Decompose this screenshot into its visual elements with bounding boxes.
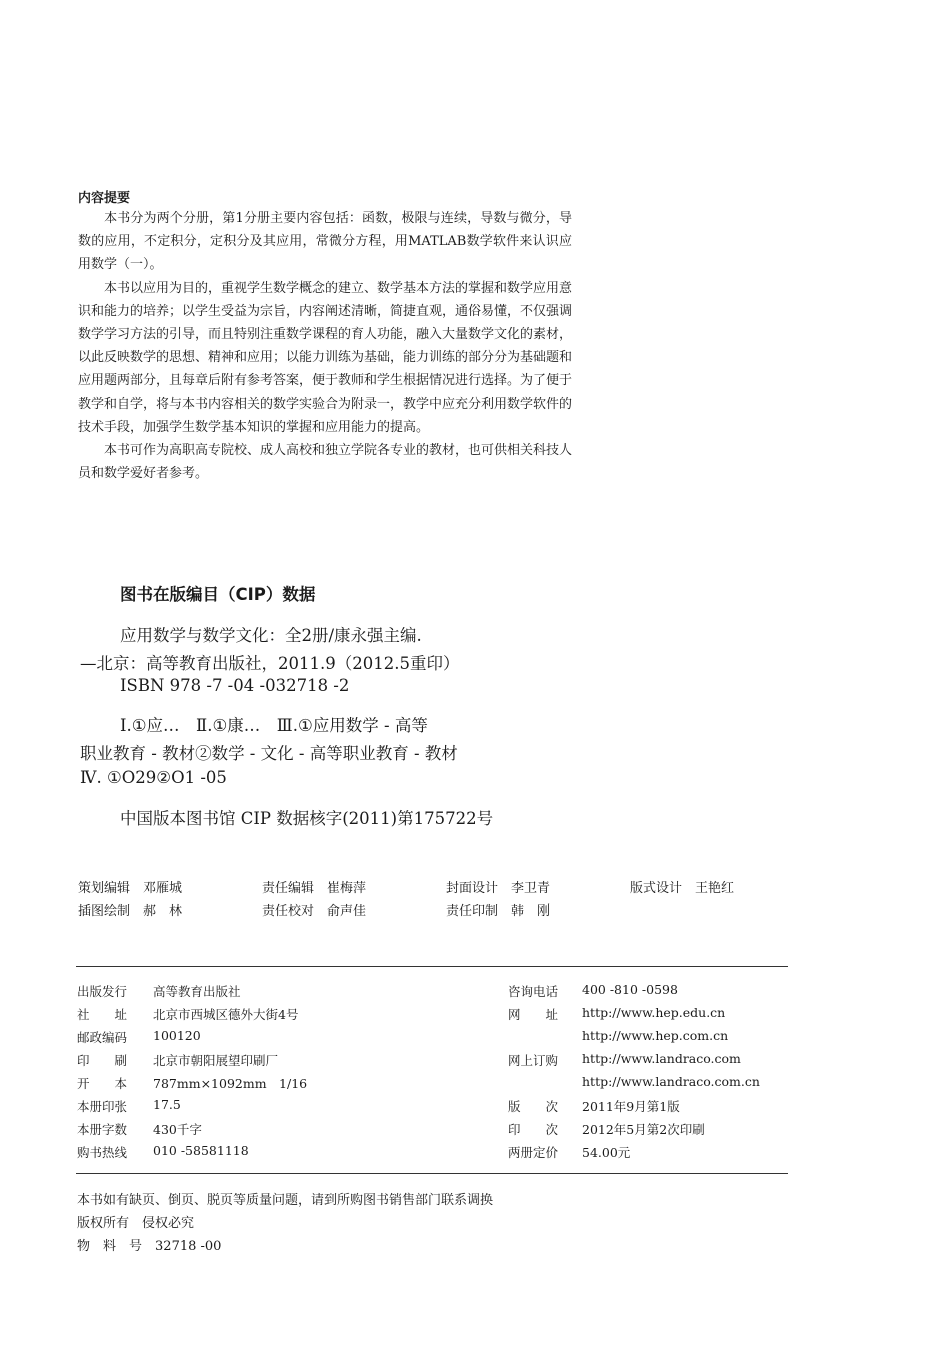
copyright-notice: 版权所有 侵权必究 bbox=[77, 1216, 195, 1231]
pub-right-row: 网上订购 http://www.landraco.com bbox=[508, 1051, 741, 1068]
summary-paragraph-1: 本书分为两个分册，第1分册主要内容包括：函数，极限与连续，导数与微分，导数的应用，不定积分，定积分及其应用，常微分方程，用MATLAB数学软件来认识应用数学（一）。 bbox=[78, 211, 572, 273]
cip-classification-line-1: Ⅰ.①应… Ⅱ.①康… Ⅲ.①应用数学 - 高等 bbox=[120, 716, 428, 735]
quality-notice: 本书如有缺页、倒页、脱页等质量问题，请到所购图书销售部门联系调换 bbox=[77, 1193, 494, 1208]
summary-body bbox=[78, 207, 572, 485]
pub-right-row: 网 址 http://www.hep.edu.cn bbox=[508, 1005, 726, 1022]
divider-bottom bbox=[76, 1173, 788, 1174]
pub-left-row: 开 本 787mm×1092mm 1/16 bbox=[77, 1076, 308, 1091]
staff-item: 封面设计 李卫青 bbox=[446, 881, 551, 896]
pub-left-row: 印 刷 北京市朝阳展望印刷厂 bbox=[77, 1053, 279, 1068]
pub-left-row: 本册印张 17.5 bbox=[77, 1097, 181, 1114]
summary-heading: 内容提要 bbox=[78, 191, 131, 206]
cip-record-number: 中国版本图书馆 CIP 数据核字(2011)第175722号 bbox=[120, 809, 494, 828]
staff-item: 插图绘制 郝 林 bbox=[78, 904, 183, 919]
pub-left-row: 本册字数 430千字 bbox=[77, 1122, 202, 1137]
pub-left-row: 社 址 北京市西城区德外大街4号 bbox=[77, 1007, 299, 1022]
cip-heading: 图书在版编目（CIP）数据 bbox=[120, 585, 316, 604]
cip-classification-line-2: 职业教育 - 教材②数学 - 文化 - 高等职业教育 - 教材 bbox=[80, 744, 458, 763]
summary-paragraph-2: 本书以应用为目的，重视学生数学概念的建立、数学基本方法的掌握和数学应用意识和能力的培养；以学生受益为宗旨，内容阐述清晰，简捷直观，通俗易懂，不仅强调数学学习方法的引导，而且特别注重数学课程的育人功能，融入大量数学文化的素材，以此反映数学的思想、精神和应用；以能力训练为基础，能力训练的部分分为基础题和应用题两部分，且每章后附有参考答案，便于教师和学生根据情况进行选择。为了便于教学和自学，将与本书内容相关的数学实验合为附录一，教学中应充分利用数学软件的技术手段，加强学生数学基本知识的掌握和应用能力的提高。 bbox=[78, 280, 573, 435]
cip-isbn-line: ISBN 978 -7 -04 -032718 -2 bbox=[120, 676, 350, 695]
staff-item: 版式设计 王艳红 bbox=[630, 881, 735, 896]
cip-title-line: 应用数学与数学文化：全2册/康永强主编. bbox=[120, 626, 422, 645]
pub-left-row: 出版发行 高等教育出版社 bbox=[77, 984, 241, 999]
pub-left-row: 购书热线 010 -58581118 bbox=[77, 1143, 249, 1160]
pub-right-row: 咨询电话 400 -810 -0598 bbox=[508, 982, 678, 999]
staff-item: 策划编辑 邓雁城 bbox=[78, 881, 183, 896]
pub-right-row: 版 次 2011年9月第1版 bbox=[508, 1099, 680, 1114]
staff-item: 责任印制 韩 刚 bbox=[446, 904, 551, 919]
staff-item: 责任校对 俞声佳 bbox=[262, 904, 367, 919]
pub-right-row: 印 次 2012年5月第2次印刷 bbox=[508, 1122, 705, 1137]
item-number: 物 料 号 32718 -00 bbox=[77, 1239, 222, 1254]
divider-top bbox=[76, 966, 788, 967]
staff-item: 责任编辑 崔梅萍 bbox=[262, 881, 367, 896]
summary-paragraph-3: 本书可作为高职高专院校、成人高校和独立学院各专业的教材，也可供相关科技人员和数学爱好者参考。 bbox=[78, 443, 573, 482]
pub-right-row: 两册定价 54.00元 bbox=[508, 1145, 631, 1160]
pub-left-row: 邮政编码 100120 bbox=[77, 1028, 201, 1045]
cip-publisher-line: —北京：高等教育出版社，2011.9（2012.5重印） bbox=[80, 654, 460, 673]
cip-classification-line-3: Ⅳ. ①O29②O1 -05 bbox=[80, 768, 227, 787]
